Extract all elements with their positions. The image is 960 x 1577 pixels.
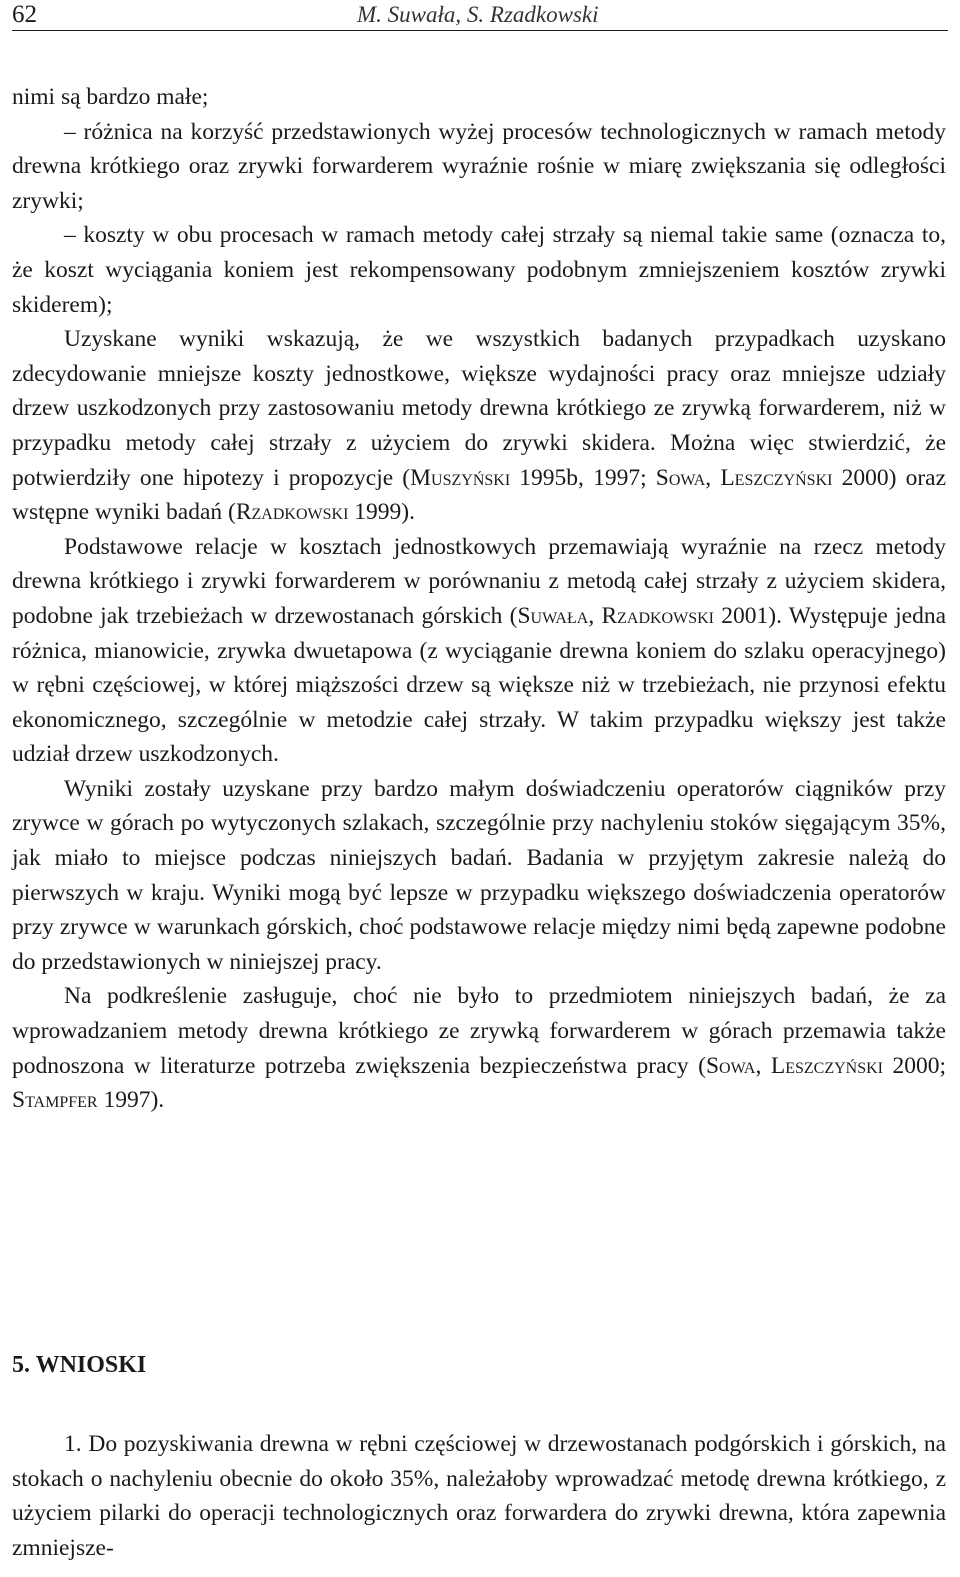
text-run: 1999). <box>348 499 415 526</box>
text-run: , <box>705 464 721 491</box>
citation-author: Rzadkowski <box>235 499 349 526</box>
text-run: , <box>755 1052 771 1079</box>
running-header <box>12 0 948 31</box>
text-run: 1995b, 1997; <box>510 464 656 491</box>
conclusions-list <box>12 1427 946 1565</box>
citation-author: Leszczyński <box>770 1052 883 1079</box>
text-run: Podstawowe relacje w kosztach jednostkowych przemawiają wyraźnie na rzecz metody drewna krótkiego i zrywki forwarderem w porównaniu z metodą całej strzały z użyciem skidera, podobne jak trzebieżach w drzewostanach górskich ( <box>12 533 946 629</box>
text-run: 1997). <box>97 1087 165 1114</box>
page-number: 62 <box>12 1 37 28</box>
list-item: – różnica na korzyść przedstawionych wyżej procesów technologicznych w ramach metody drewna krótkiego oraz zrywki forwarderem wyraźnie rośnie w miarę zwiększania się odległości zrywki; <box>12 118 946 214</box>
paragraph <box>12 979 946 1117</box>
text-run: 2001). Występuje jedna różnica, mianowicie, zrywka dwuetapowa (z wyciąganie drewna koniem do szlaku operacyjnego) w rębni częściowej, w której miąższości drzew są większe niż w trzebieżach, nie przynosi efektu ekonomicznego, szczególnie w metodzie całej strzały. W takim przypadku większy jest także udział drzew uszkodzonych. <box>12 602 946 768</box>
citation-author: Muszyński <box>410 464 511 491</box>
list-item: – koszty w obu procesach w ramach metody całej strzały są niemal takie same (oznacza to, że koszt wyciągania koniem jest rekompensowany podobnym zmniejszeniem kosztów zrywki skiderem); <box>12 222 946 318</box>
citation-author: Sowa <box>705 1052 756 1079</box>
section-heading: 5. WNIOSKI <box>12 1352 147 1378</box>
paragraph: nimi są bardzo małe; <box>12 84 209 110</box>
citation-author: Stampfer <box>12 1087 98 1114</box>
text-run: , <box>588 602 602 629</box>
paragraph <box>12 322 946 530</box>
text-run: Uzyskane wyniki wskazują, że we wszystkich badanych przypadkach uzyskano zdecydowanie mniejsze koszty jednostkowe, większe wydajności pracy oraz mniejsze udziały drzew uszkodzonych przy zastosowaniu metody drewna krótkiego ze zrywką forwarderem, niż w przypadku metody całej strzały z użyciem do zrywki skidera. Można więc stwierdzić, że potwierdziły one hipotezy i propozycje ( <box>12 326 946 491</box>
conclusion-item: 1. Do pozyskiwania drewna w rębni częściowej w drzewostanach podgórskich i górskich, na stokach o nachyleniu obecnie do około 35%, należałoby wprowadzać metodę drewna krótkiego, z użyciem pilarki do operacji technologicznych oraz forwardera do zrywki drewna, która zapewnia zmniejsze- <box>12 1431 946 1561</box>
citation-author: Sowa <box>655 464 706 491</box>
body-text <box>12 80 946 1118</box>
citation-author: Leszczyński <box>720 464 833 491</box>
citation-author: Suwała <box>517 602 589 629</box>
paragraph: Wyniki zostały uzyskane przy bardzo małym doświadczeniu operatorów ciągników przy zrywce w górach po wytyczonych szlakach, szczególnie przy nachyleniu stoków sięgającym 35%, jak miało to miejsce podczas niniejszych badań. Badania w przyjętym zakresie należą do pierwszych w kraju. Wyniki mogą być lepsze w przypadku większego doświadczenia operatorów przy zrywce w warunkach górskich, choć podstawowe relacje między nimi będą zapewne podobne do przedstawionych w niniejszej pracy. <box>12 775 946 975</box>
paragraph <box>12 530 946 772</box>
running-header-authors: M. Suwała, S. Rzadkowski <box>357 2 599 27</box>
text-run: 2000) oraz wstępne wyniki badań ( <box>12 464 947 526</box>
text-run: 2000; <box>883 1052 947 1079</box>
text-run: Na podkreślenie zasługuje, choć nie było to przedmiotem niniejszych badań, że za wprowadzaniem metody drewna krótkiego ze zrywką forwarderem w górach przemawia także podnoszona w literaturze potrzeba zwiększenia bezpieczeństwa pracy ( <box>12 983 946 1079</box>
citation-author: Rzadkowski <box>601 602 714 629</box>
